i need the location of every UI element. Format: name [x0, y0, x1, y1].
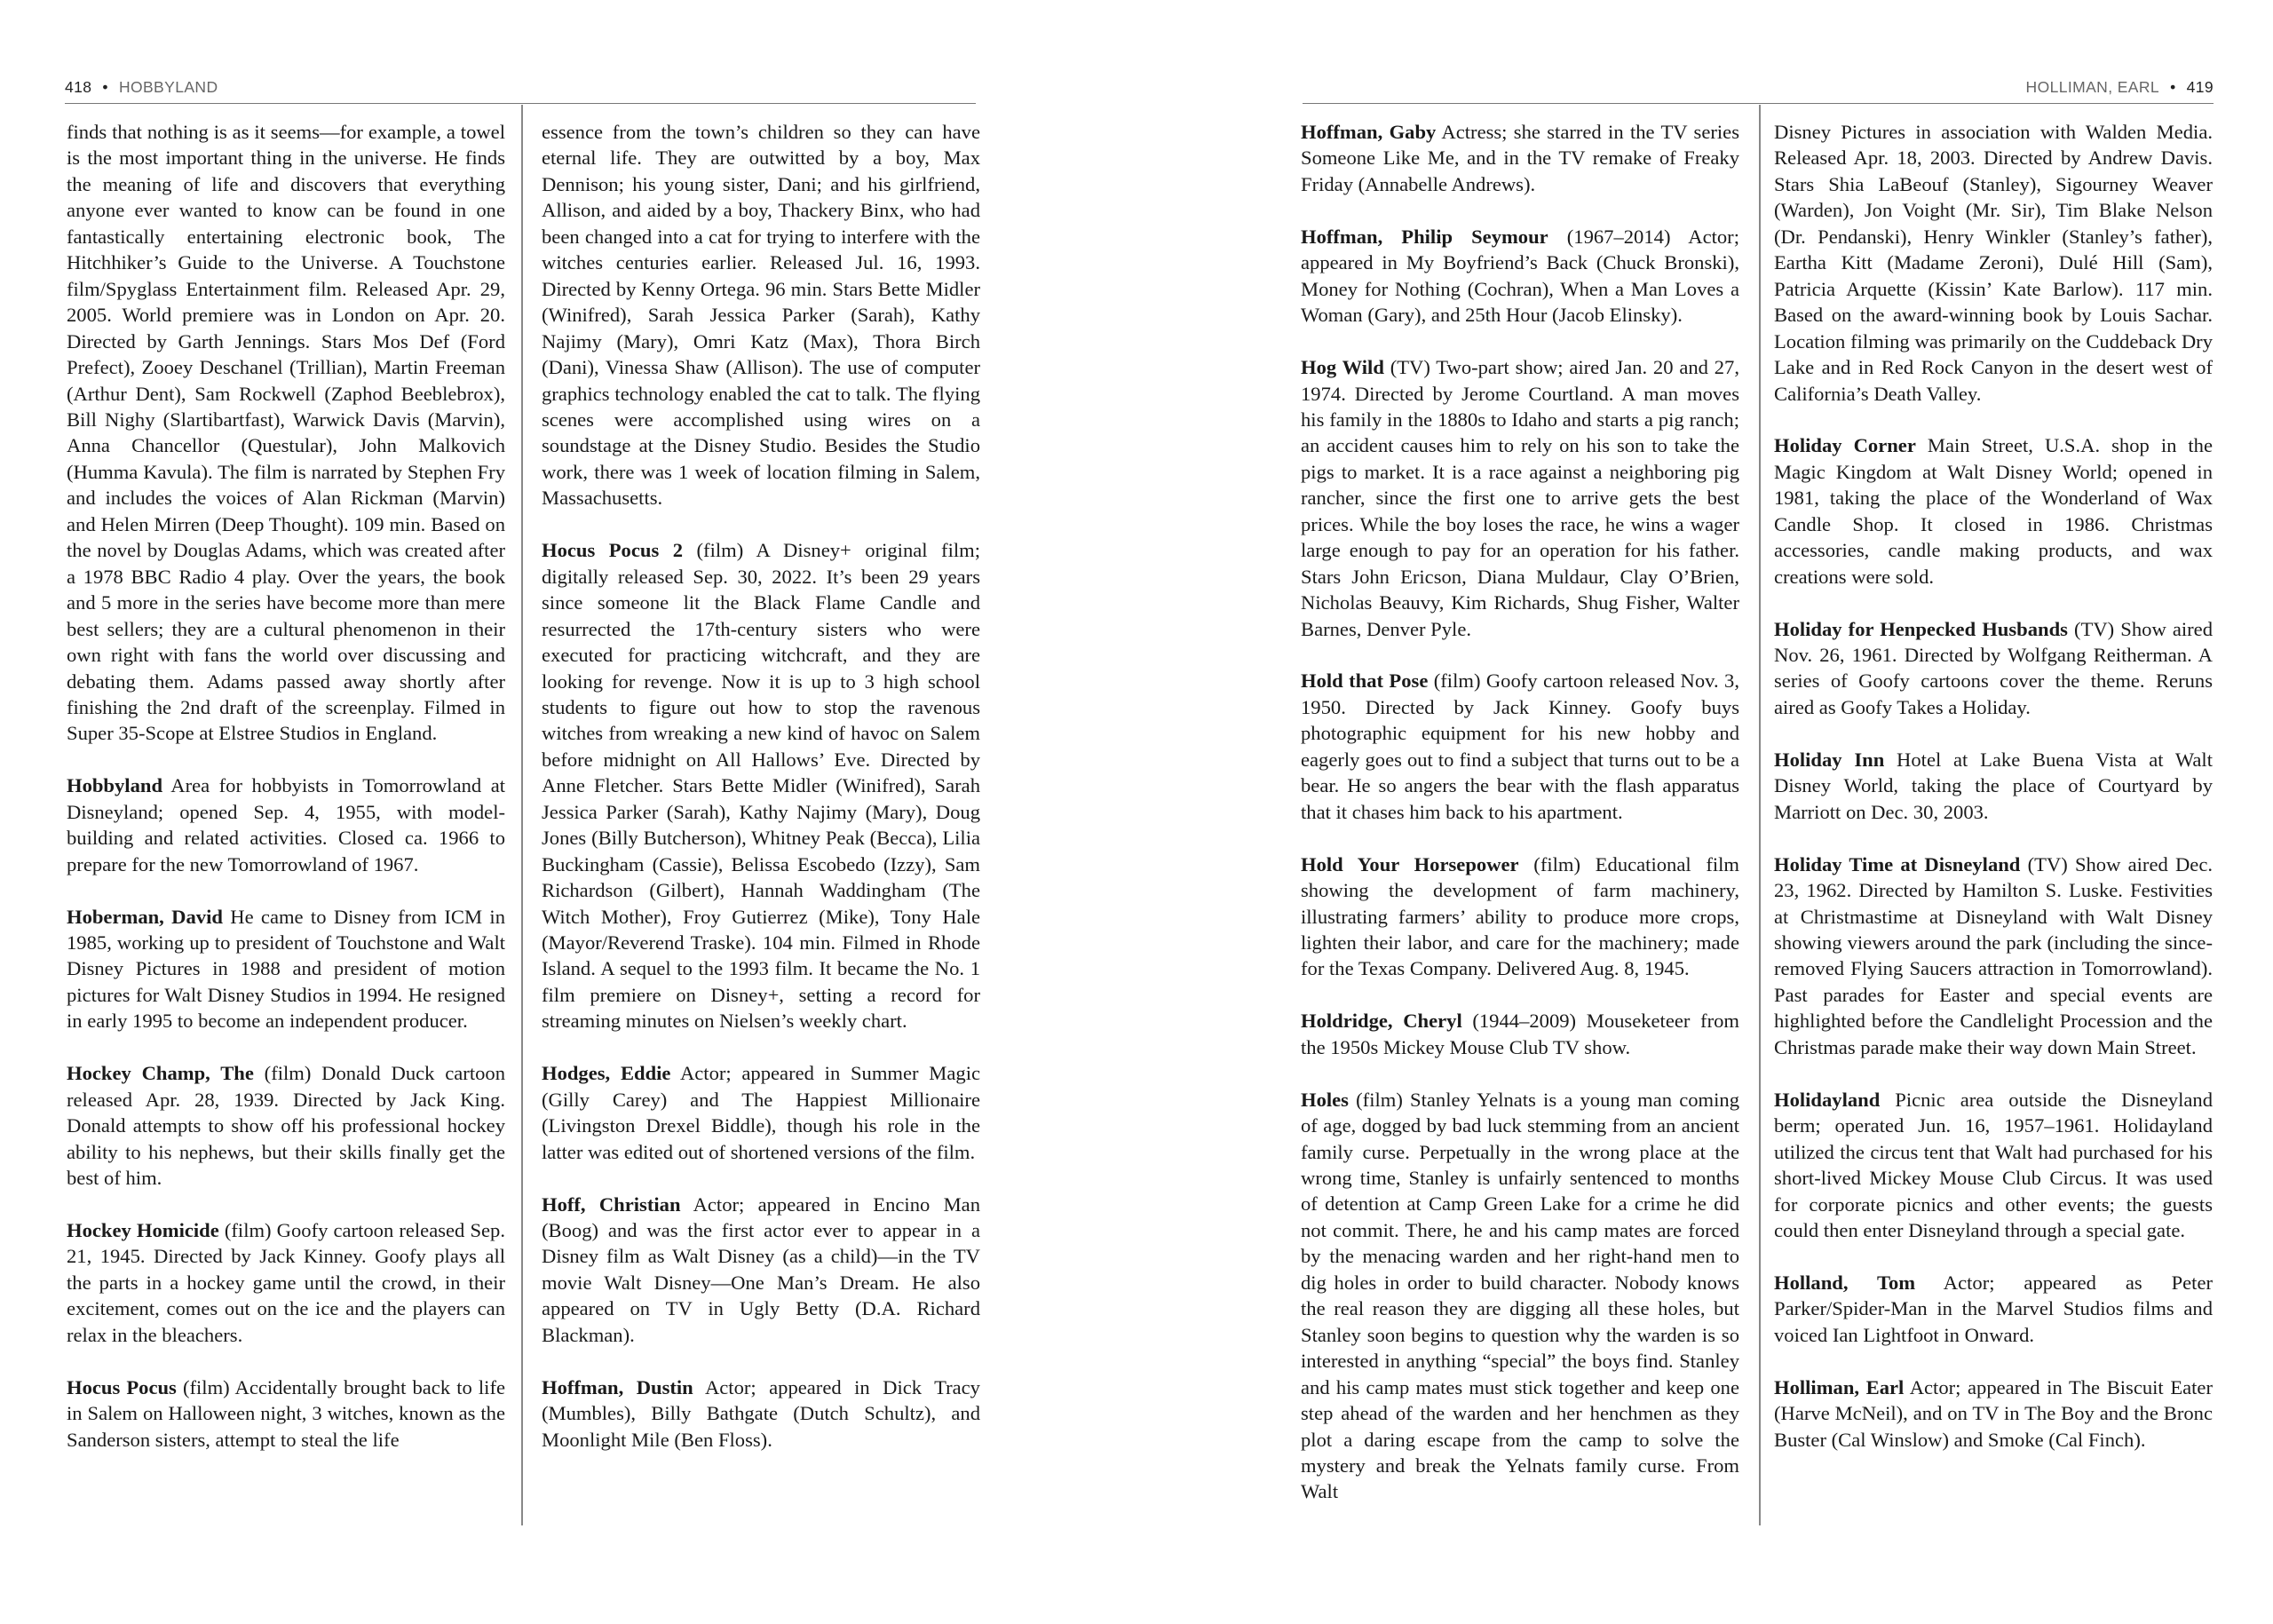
dictionary-entry	[1301, 1087, 1739, 1505]
entry-text: finds that nothing is as it seems—for example, a towel is the most important thing in the universe. He finds the meaning of life and discovers that everything anyone ever wanted to know can be found in one fantastically entertaining electronic book, The Hitchhiker’s Guide to the Universe. A Touchstone film/Spyglass Entertainment film. Released Apr. 29, 2005. World premiere was in London on Apr. 20. Directed by Garth Jennings. Stars Mos Def (Ford Prefect), Zooey Deschanel (Trillian), Martin Freeman (Arthur Dent), Sam Rockwell (Zaphod Beeblebrox), Bill Nighy (Slartibartfast), Warwick Davis (Marvin), Anna Chancellor (Questular), John Malkovich (Humma Kavula). The film is narrated by Stephen Fry and includes the voices of Alan Rickman (Marvin) and Helen Mirren (Deep Thought). 109 min. Based on the novel by Douglas Adams, which was created after a 1978 BBC Radio 4 play. Over the years, the book and 5 more in the series have become more than mere best sellers; they are a cultural phenomenon in their own right with fans the world over discussing and debating them. Adams passed away shortly after finishing the 2nd draft of the screenplay. Filmed in Super 35-Scope at Elstree Studios in England.	[67, 121, 505, 745]
dictionary-entry	[67, 119, 505, 747]
dictionary-entry	[1774, 616, 2213, 721]
left-page	[0, 0, 1136, 1624]
entry-headword: Holiday Corner	[1774, 434, 1916, 457]
right-page-header	[1303, 67, 2214, 104]
column-divider	[1759, 105, 1761, 1525]
entry-text: Main Street, U.S.A. shop in the Magic Kingdom at Walt Disney World; opened in 1981, taking the place of the Wonderland of Wax Candle Shop. It closed in 1986. Christmas accessories, candle making products, and wax creations were sold.	[1774, 434, 2214, 588]
entry-text: (film) Stanley Yelnats is a young man coming of age, dogged by bad luck stemming from an ancient family curse. Perpetually in the wrong place at the wrong time, Stanley is unfairly sentenced to months of detention at Camp Green Lake for a crime he did not commit. There, he and his camp mates are forced by the menacing warden and her right-hand men to dig holes in order to build character. Nobody knows the real reason they are digging all these holes, but Stanley soon begins to question why the warden is so interested in anything “special” the boys find. Stanley and his camp mates must stick together and keep one step ahead of the warden and her henchmen as they plot a daring escape from the camp to solve the mystery and break the Yelnats family curse. From Walt	[1301, 1088, 1739, 1503]
entry-headword: Hockey Homicide	[67, 1218, 219, 1241]
entry-headword: Hocus Pocus	[67, 1375, 177, 1398]
entry-text: Disney Pictures in association with Walden Media. Released Apr. 18, 2003. Directed by Andrew Davis. Stars Shia LaBeouf (Stanley), Sigourney Weaver (Warden), Jon Voight (Mr. Sir), Tim Blake Nelson (Dr. Pendanski), Henry Winkler (Stanley’s father), Eartha Kitt (Madame Zeroni), Dulé Hill (Sam), Patricia Arquette (Kissin’ Kate Barlow). 117 min. Based on the award-winning book by Louis Sachar. Location filming was primarily on the Cuddeback Dry Lake and in Red Rock Canyon in the desert west of California’s Death Valley.	[1774, 121, 2213, 405]
entry-headword: Hoff, Christian	[542, 1192, 681, 1216]
dictionary-entry	[1774, 432, 2213, 590]
entry-text: (TV) Show aired Nov. 26, 1961. Directed by Wolfgang Reitherman. A series of Goofy cartoons cover the theme. Reruns aired as Goofy Takes a Holiday.	[1774, 617, 2213, 718]
entry-headword: Holidayland	[1774, 1088, 1881, 1111]
entry-text: (film) Goofy cartoon released Sep. 21, 1945. Directed by Jack Kinney. Goofy plays all the parts in a hockey game until the crowd, in their excitement, comes out on the ice and the players can relax in the bleachers.	[67, 1218, 505, 1346]
entry-text: (1944–2009) Mouseketeer from the 1950s Mickey Mouse Club TV show.	[1301, 1010, 1739, 1058]
entry-text: Actor; appeared in Summer Magic (Gilly Carey) and The Happiest Millionaire (Livingston Drexel Biddle), though his role in the latter was edited out of shortened versions of the film.	[542, 1062, 980, 1163]
dictionary-entry	[542, 119, 980, 511]
entry-text: (film) A Disney+ original film; digitally released Sep. 30, 2022. It’s been 29 years since someone lit the Black Flame Candle and resurrected the 17th-century sisters who were executed for practicing witchcraft, and they are looking for revenge. Now it is up to 3 high school students to figure out how to stop the ravenous witches from wreaking a new kind of havoc on Salem before midnight on All Hallows’ Eve. Directed by Anne Fletcher. Stars Bette Midler (Winifred), Sarah Jessica Parker (Sarah), Kathy Najimy (Mary), Doug Jones (Billy Butcherson), Whitney Peak (Becca), Lilia Buckingham (Cassie), Belissa Escobedo (Izzy), Sam Richardson (Gilbert), Hannah Waddingham (The Witch Mother), Froy Gutierrez (Mike), Tony Hale (Mayor/Reverend Traske). 104 min. Filmed in Rhode Island. A sequel to the 1993 film. It became the No. 1 film premiere on Disney+, setting a record for streaming minutes on Nielsen’s weekly chart.	[542, 539, 980, 1033]
entry-headword: Hocus Pocus 2	[542, 539, 684, 562]
text-column	[67, 119, 505, 1478]
entry-headword: Hoffman, Dustin	[542, 1375, 693, 1398]
entry-text: Hotel at Lake Buena Vista at Walt Disney World, taking the place of Courtyard by Marriott on Dec. 30, 2003.	[1774, 748, 2213, 823]
entry-text: (film) Accidentally brought back to life in Salem on Halloween night, 3 witches, known as the Sanderson sisters, attempt to steal the life	[67, 1375, 506, 1451]
header-separator: •	[2170, 78, 2176, 96]
text-column	[1774, 119, 2213, 1478]
entry-text: Actor; appeared as Peter Parker/Spider-Man in the Marvel Studios films and voiced Ian Lightfoot in Onward.	[1774, 1271, 2214, 1346]
text-column	[542, 119, 980, 1478]
entry-headword: Hodges, Eddie	[542, 1062, 671, 1085]
page-number: 419	[2186, 78, 2214, 96]
running-head: HOBBYLAND	[118, 78, 218, 96]
entry-headword: Hoberman, David	[67, 905, 223, 928]
entry-headword: Hockey Champ, The	[67, 1062, 254, 1085]
entry-headword: Holdridge, Cheryl	[1301, 1010, 1462, 1033]
entry-headword: Holiday Time at Disneyland	[1774, 852, 2021, 875]
entry-text: (film) Donald Duck cartoon released Apr. 28, 1939. Directed by Jack King. Donald attempts to show off his professional hockey ability to his nephews, but their skills finally get the best of him.	[67, 1062, 505, 1190]
left-page-header	[65, 67, 976, 104]
entry-headword: Hoffman, Gaby	[1301, 121, 1437, 143]
entry-text: He came to Disney from ICM in 1985, working up to president of Touchstone and Walt Disney Pictures in 1988 and president of motion pictures for Walt Disney Studios in 1994. He resigned in early 1995 to become an independent producer.	[67, 905, 505, 1033]
dictionary-entry	[1774, 1374, 2213, 1453]
page-number: 418	[65, 78, 92, 96]
dictionary-entry	[1301, 668, 1739, 825]
entry-text: (1967–2014) Actor; appeared in My Boyfriend’s Back (Chuck Bronski), Money for Nothing (Cochran), When a Man Loves a Woman (Gary), and 25th Hour (Jacob Elinsky).	[1301, 225, 1739, 327]
entry-text: Picnic area outside the Disneyland berm; operated Jun. 16, 1957–1961. Holidayland utilized the circus tent that Walt had purchased for his short-lived Mickey Mouse Club Circus. It was used for corporate picnics and other events; the guests could then enter Disneyland through a special gate.	[1774, 1088, 2213, 1241]
dictionary-entry	[1301, 1008, 1739, 1060]
entry-text: (film) Goofy cartoon released Nov. 3, 1950. Directed by Jack Kinney. Goofy buys photographic equipment for his new hobby and eagerly goes out to find a subject that turns out to be a bear. He so angers the bear with the flash apparatus that it chases him back to his apartment.	[1301, 669, 1739, 823]
entry-headword: Hold that Pose	[1301, 669, 1429, 693]
dictionary-entry	[1301, 852, 1739, 982]
entry-headword: Hoffman, Philip Seymour	[1301, 225, 1548, 248]
dictionary-entry	[1301, 119, 1739, 197]
right-page	[1136, 0, 2273, 1624]
running-head: HOLLIMAN, EARL	[2025, 78, 2160, 96]
entry-text: essence from the town’s children so they can have eternal life. They are outwitted by a boy, Max Dennison; his young sister, Dani; and his girlfriend, Allison, and aided by a boy, Thackery Binx, who had been changed into a cat for trying to interfere with the witches centuries earlier. Released Jul. 16, 1993. Directed by Kenny Ortega. 96 min. Stars Bette Midler (Winifred), Sarah Jessica Parker (Sarah), Kathy Najimy (Mary), Omri Katz (Max), Thora Birch (Dani), Vinessa Shaw (Allison). The use of computer graphics technology enabled the cat to talk. The flying scenes were accomplished using wires on a soundstage at the Disney Studio. Besides the Studio work, there was 1 week of location filming in Salem, Massachusetts.	[542, 121, 980, 510]
dictionary-entry	[542, 1060, 980, 1165]
entry-text: (film) Educational film showing the development of farm machinery, illustrating farmers’ ability to produce more crops, lighten their labor, and care for the machinery; made for the Texas Company. Delivered Aug. 8, 1945.	[1301, 852, 1739, 980]
dictionary-entry	[1774, 119, 2213, 407]
entry-text: Actress; she starred in the TV series Someone Like Me, and in the TV remake of Freaky Friday (Annabelle Andrews).	[1301, 121, 1739, 195]
entry-headword: Holes	[1301, 1088, 1349, 1111]
entry-headword: Holiday for Henpecked Husbands	[1774, 617, 2068, 640]
dictionary-entry	[542, 537, 980, 1034]
entry-text: Actor; appeared in Dick Tracy (Mumbles), Billy Bathgate (Dutch Schultz), and Moonlight Mile (Ben Floss).	[542, 1375, 980, 1451]
column-divider	[521, 105, 523, 1525]
entry-text: (TV) Show aired Dec. 23, 1962. Directed by Hamilton S. Luske. Festivities at Christmastime at Disneyland with Walt Disney showing viewers around the park (including the since-removed Flying Saucers attraction in Tomorrowland). Past parades for Easter and special events are highlighted before the Candlelight Procession and the Christmas parade make their way down Main Street.	[1774, 852, 2213, 1058]
dictionary-entry	[1774, 1270, 2213, 1348]
dictionary-entry	[67, 1374, 505, 1453]
dictionary-entry	[67, 772, 505, 877]
entry-headword: Hobbyland	[67, 774, 163, 797]
entry-headword: Hold Your Horsepower	[1301, 852, 1519, 875]
dictionary-entry	[542, 1374, 980, 1453]
entry-text: Actor; appeared in The Biscuit Eater (Harve McNeil), and on TV in The Boy and the Bronc Buster (Cal Winslow) and Smoke (Cal Finch).	[1774, 1375, 2213, 1451]
entry-headword: Holiday Inn	[1774, 748, 1885, 771]
entry-text: Actor; appeared in Encino Man (Boog) and was the first actor ever to appear in a Disney film as Walt Disney (as a child)—in the TV movie Walt Disney—One Man’s Dream. He also appeared on TV in Ugly Betty (D.A. Richard Blackman).	[542, 1192, 980, 1346]
dictionary-entry	[1774, 747, 2213, 825]
header-separator: •	[102, 78, 108, 96]
entry-headword: Hog Wild	[1301, 356, 1384, 379]
entry-headword: Holland, Tom	[1774, 1271, 1916, 1294]
dictionary-entry	[67, 904, 505, 1034]
dictionary-entry	[1301, 354, 1739, 642]
dictionary-entry	[1774, 852, 2213, 1061]
entry-headword: Holliman, Earl	[1774, 1375, 1905, 1398]
entry-text: (TV) Two-part show; aired Jan. 20 and 27, 1974. Directed by Jerome Courtland. A man moves his family in the 1880s to Idaho and starts a pig ranch; an accident causes him to rely on his son to take the pigs to market. It is a race against a neighboring pig rancher, since the first one to arrive gets the best prices. While the boy loses the race, he wins a wager large enough to pay for an operation for his father. Stars John Ericson, Diana Muldaur, Clay O’Brien, Nicholas Beauvy, Kim Richards, Shug Fisher, Walter Barnes, Denver Pyle.	[1301, 356, 1739, 640]
entry-text: Area for hobbyists in Tomorrowland at Disneyland; opened Sep. 4, 1955, with model-building and related activities. Closed ca. 1966 to prepare for the new Tomorrowland of 1967.	[67, 774, 505, 875]
text-column	[1301, 119, 1739, 1531]
dictionary-entry	[1774, 1087, 2213, 1244]
dictionary-entry	[67, 1060, 505, 1191]
dictionary-entry	[542, 1192, 980, 1349]
dictionary-entry	[1301, 224, 1739, 329]
dictionary-entry	[67, 1217, 505, 1348]
